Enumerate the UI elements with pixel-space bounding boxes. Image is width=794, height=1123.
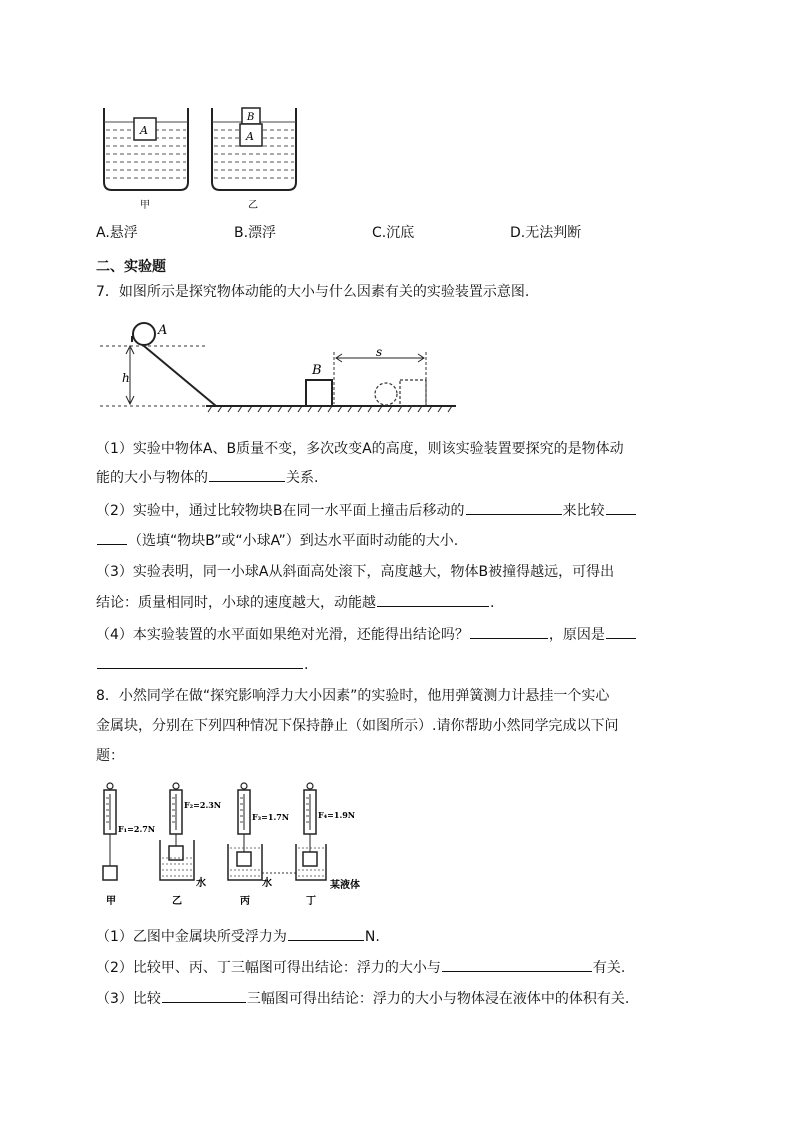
q8-p3-a: （3）比较	[96, 991, 161, 1007]
q7-p1-line2	[96, 467, 318, 488]
q8-p2	[96, 957, 625, 978]
q7-p1-blank[interactable]	[209, 467, 285, 482]
option-d: D.无法判断	[510, 225, 582, 241]
q8-p2-blank[interactable]	[442, 957, 592, 972]
cap-yi: 乙	[172, 896, 182, 907]
q7-p4-blank2a[interactable]	[606, 624, 636, 639]
spring-scale-yi	[160, 783, 221, 889]
q8-p1	[96, 926, 380, 947]
liquid-other: 某液体	[330, 880, 360, 891]
liquid-water-2: 水	[262, 878, 272, 889]
q7-p4-line2-text: .	[304, 657, 309, 673]
q7-p1-line1: （1）实验中物体A、B质量不变，多次改变A的高度，则该实验装置要探究的是物体动	[96, 441, 624, 457]
q7-p3-line2-a: 结论：质量相同时，小球的速度越大，动能越	[96, 595, 376, 611]
q7-p4-blank1[interactable]	[470, 624, 548, 639]
q7-p2-line1-a: （2）实验中，通过比较物块B在同一水平面上撞击后移动的	[96, 503, 465, 519]
distance-label: s	[376, 345, 383, 359]
option-b: B.漂浮	[234, 225, 277, 241]
q7-p2-blank1[interactable]	[466, 500, 562, 515]
q8-stem-line2: 金属块，分别在下列四种情况下保持静止（如图所示）.请你帮助小然同学完成以下问	[96, 718, 619, 734]
spring-scale-jia	[103, 783, 155, 880]
q7-p4-line1-b: ，原因是	[548, 627, 605, 643]
cap-ding: 丁	[306, 896, 316, 907]
cap-jia: 甲	[106, 896, 116, 907]
q8-p2-a: （2）比较甲、丙、丁三幅图可得出结论：浮力的大小与	[96, 960, 441, 976]
q8-p3-blank[interactable]	[162, 988, 246, 1003]
option-c: C.沉底	[372, 225, 415, 241]
f1-label: F₁=2.7N	[118, 824, 156, 834]
q8-p1-a: （1）乙图中金属块所受浮力为	[96, 929, 287, 945]
q8-stem-line1: 8．小然同学在做“探究影响浮力大小因素”的实验时，他用弹簧测力计悬挂一个实心	[96, 688, 610, 704]
q7-p4-line1	[96, 624, 637, 645]
q7-p4-line1-a: （4）本实验装置的水平面如果绝对光滑，还能得出结论吗？	[96, 627, 469, 643]
q7-p3-blank[interactable]	[377, 592, 489, 607]
q8-p3-b: 三幅图可得出结论：浮力的大小与物体浸在液体中的体积有关.	[246, 991, 630, 1007]
f2-label: F₂=2.3N	[184, 800, 222, 810]
beaker-yi	[212, 108, 296, 190]
block-b-fig-label: B	[312, 363, 322, 378]
q7-p3-line2-b: .	[490, 595, 495, 611]
block-a-1-label: A	[140, 124, 148, 137]
q7-p1-line2-b: 关系.	[286, 470, 319, 486]
q7-p2-line2-text: （选填“物块B”或“小球A”）到达水平面时动能的大小.	[128, 533, 459, 549]
q7-p3-line2	[96, 592, 494, 613]
q8-p3	[96, 988, 629, 1009]
q7-p2-line1	[96, 500, 637, 521]
f4-label: F₄=1.9N	[318, 810, 356, 820]
beakers-figure	[96, 104, 306, 214]
q7-p4-blank2b[interactable]	[97, 654, 303, 669]
q8-p1-blank[interactable]	[288, 926, 364, 941]
section-title: 二、实验题	[96, 259, 166, 275]
block-b-label: B	[247, 112, 255, 123]
q7-p2-blank2a[interactable]	[606, 500, 636, 515]
option-a: A.悬浮	[96, 225, 138, 241]
q7-p1-line2-a: 能的大小与物体的	[96, 470, 208, 486]
q7-p4-line2	[96, 654, 308, 675]
q7-p2-line1-b: 来比较	[562, 503, 605, 519]
ball-a	[133, 323, 155, 345]
caption-yi: 乙	[248, 200, 258, 211]
q8-p1-b: N.	[364, 929, 380, 945]
block-b-fig	[306, 380, 332, 406]
liquid-water-1: 水	[196, 878, 206, 889]
caption-jia: 甲	[140, 200, 150, 211]
q8-p2-b: 有关.	[592, 960, 626, 976]
cap-bing: 丙	[240, 896, 250, 907]
buoyancy-figure	[96, 780, 386, 910]
q7-p3-line1: （3）实验表明，同一小球A从斜面高处滚下，高度越大，物体B被撞得越远，可得出	[96, 564, 615, 580]
block-a-2-label: A	[246, 130, 254, 143]
q8-stem-line3: 题：	[96, 748, 124, 764]
beaker-jia	[104, 108, 188, 190]
height-label: h	[122, 371, 130, 385]
q7-stem: 7．如图所示是探究物体动能的大小与什么因素有关的实验装置示意图.	[96, 284, 530, 300]
q7-p2-blank2b[interactable]	[97, 530, 127, 545]
kinetic-energy-figure	[96, 318, 461, 418]
q7-p2-line2	[96, 530, 458, 551]
f3-label: F₃=1.7N	[252, 812, 290, 822]
ball-a-label: A	[158, 323, 168, 338]
spring-scale-ding	[296, 783, 360, 891]
